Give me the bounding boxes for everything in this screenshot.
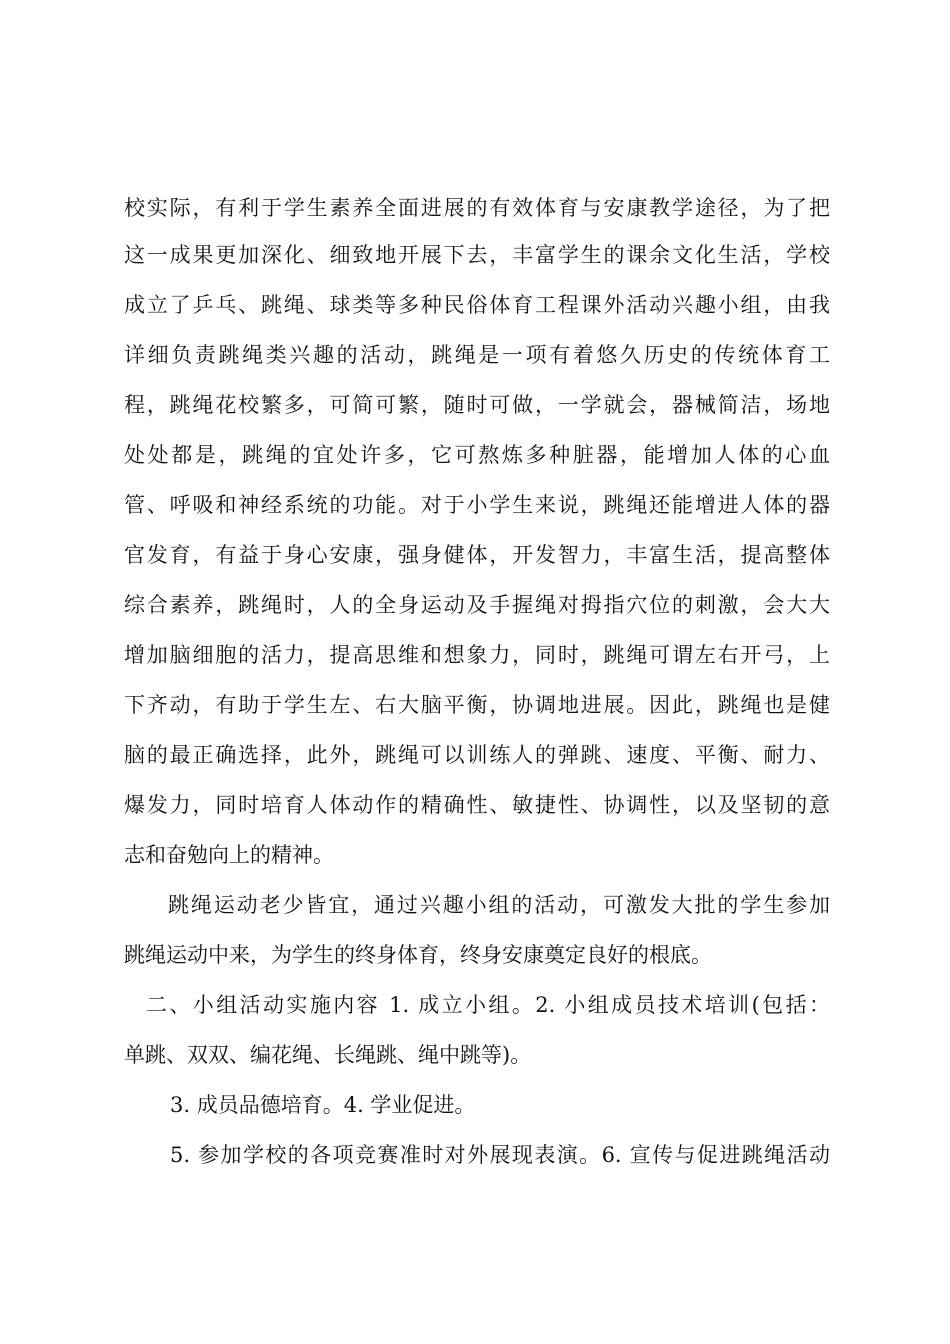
text-line: 详细负责跳绳类兴趣的活动，跳绳是一项有着悠久历史的传统体育工 xyxy=(124,343,830,367)
text-line: 官发育，有益于身心安康，强身健体，开发智力，丰富生活，提高整体 xyxy=(124,543,830,567)
text-line: 脑的最正确选择，此外，跳绳可以训练人的弹跳、速度、平衡、耐力、 xyxy=(124,743,830,767)
text-line: 增加脑细胞的活力，提高思维和想象力，同时，跳绳可谓左右开弓，上 xyxy=(124,643,830,667)
text-line: 单跳、双双、编花绳、长绳跳、绳中跳等)。 xyxy=(124,1043,532,1067)
section-heading-line: 二、小组活动实施内容 1. 成立小组。2. 小组成员技术培训(包括： xyxy=(146,993,830,1017)
paragraph-start-line: 5. 参加学校的各项竞赛准时对外展现表演。6. 宣传与促进跳绳活动 xyxy=(170,1143,830,1167)
text-line: 志和奋勉向上的精神。 xyxy=(124,843,334,867)
text-line: 这一成果更加深化、细致地开展下去，丰富学生的课余文化生活，学校 xyxy=(124,243,830,267)
text-line: 程，跳绳花校繁多，可简可繁，随时可做，一学就会，器械简洁，场地 xyxy=(124,393,830,417)
text-line: 跳绳运动中来，为学生的终身体育，终身安康奠定良好的根底。 xyxy=(124,943,712,967)
text-line: 爆发力，同时培育人体动作的精确性、敏捷性、协调性，以及坚韧的意 xyxy=(124,793,830,817)
text-line: 成立了乒乓、跳绳、球类等多种民俗体育工程课外活动兴趣小组，由我 xyxy=(124,293,830,317)
text-line: 综合素养，跳绳时，人的全身运动及手握绳对拇指穴位的刺激，会大大 xyxy=(124,593,830,617)
paragraph-start-line: 跳绳运动老少皆宜，通过兴趣小组的活动，可激发大批的学生参加 xyxy=(168,893,830,917)
text-line: 管、呼吸和神经系统的功能。对于小学生来说，跳绳还能增进人体的器 xyxy=(124,493,830,517)
text-line: 下齐动，有助于学生左、右大脑平衡，协调地进展。因此，跳绳也是健 xyxy=(124,693,830,717)
text-line: 校实际，有利于学生素养全面进展的有效体育与安康教学途径，为了把 xyxy=(124,196,830,220)
paragraph-start-line: 3. 成员品德培育。4. 学业促进。 xyxy=(170,1093,476,1117)
text-line: 处处都是，跳绳的宜处许多，它可熬炼多种脏器，能增加人体的心血 xyxy=(124,443,830,467)
